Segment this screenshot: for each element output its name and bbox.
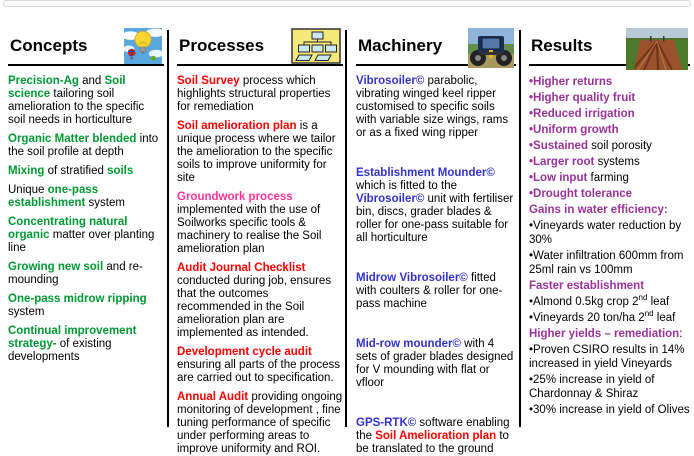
results-paragraph: •25% increase in yield of Chardonnay & Shiraz: [529, 374, 655, 400]
results-paragraph: •Water infiltration 600mm from 25ml rain vs 100mm: [529, 250, 684, 276]
results-paragraph: •Higher returns: [529, 76, 613, 88]
results-paragraph: •Larger root systems: [529, 156, 640, 168]
processes-body: [177, 66, 343, 456]
results-title: Results: [531, 36, 593, 55]
results-paragraph: •Vineyards 20 ton/ha 2nd leaf: [529, 309, 676, 324]
machinery-paragraph: GPS-RTK© software enabling the Soil Amelioration plan to be translated to the ground: [356, 417, 510, 455]
concepts-paragraph: Mixing of stratified soils: [8, 165, 134, 177]
results-paragraph: •Drought tolerance: [529, 188, 633, 200]
results-header: [529, 28, 690, 66]
results-paragraph: •Almond 0.5kg crop 2nd leaf: [529, 293, 670, 308]
vineyard-rows-icon: [626, 28, 688, 75]
processes-paragraph: Audit Journal Checklist conducted during job, ensures that the outcomes recommended in the Soil amelioration plan are implemented as intended.: [177, 262, 332, 339]
machinery-paragraph: Vibrosoiler© parabolic, vibrating winged keel ripper customised to specific soils with variable size wings, rams or as a fixed wing ripper: [356, 75, 509, 139]
results-paragraph: •Reduced irrigation: [529, 108, 635, 120]
concepts-paragraph: Organic Matter blended into the soil profile at depth: [8, 133, 159, 158]
concepts-paragraph: One-pass midrow ripping system: [8, 293, 147, 318]
processes-paragraph: Annual Audit providing ongoing monitoring of development , fine tuning performance of specific under performing areas to improve uniformity and ROI.: [177, 391, 343, 455]
results-paragraph: •Uniform growth: [529, 124, 619, 136]
processes-header: [177, 28, 343, 66]
results-paragraph: Gains in water efficiency:: [529, 204, 668, 216]
page-top-edge: [3, 0, 691, 7]
concepts-body: [8, 66, 164, 364]
processes-paragraph: Groundwork process implemented with the use of Soilworks specific tools & machinery to realise the Soil amelioration plan: [177, 191, 322, 255]
processes-paragraph: Soil amelioration plan is a unique process where we tailor the amelioration to the specific soils to improve uniformity for site: [177, 120, 336, 184]
concepts-title: Concepts: [10, 36, 88, 55]
results-paragraph: Faster establishment: [529, 280, 645, 292]
column-separator: [167, 30, 169, 427]
machinery-paragraph: Mid-row mounder© with 4 sets of grader blades designed for V mounding with flat or vfloor: [356, 338, 514, 389]
concepts-paragraph: Growing new soil and re-mounding: [8, 261, 143, 286]
machinery-paragraph: Midrow Vibrosoiler© fitted with coulters & roller for one-pass machine: [356, 272, 503, 310]
column-results: [520, 28, 694, 427]
concepts-header: [8, 28, 164, 66]
results-paragraph: •Low input farming: [529, 172, 629, 184]
results-paragraph: •Sustained soil porosity: [529, 140, 652, 152]
results-paragraph: •Vineyards water reduction by 30%: [529, 220, 682, 246]
org-chart-icon: [291, 28, 341, 69]
column-separator: [519, 30, 521, 427]
concepts-paragraph: Continual improvement strategy- of existing developments: [8, 325, 137, 363]
machinery-paragraph: Establishment Mounder© which is fitted to the Vibrosoiler© unit with fertiliser bin, discs, grader blades & roller for one-pass suitable for all horticulture: [356, 167, 514, 244]
column-processes: [168, 28, 347, 455]
machinery-title: Machinery: [358, 36, 443, 55]
column-concepts: [0, 28, 168, 427]
column-machinery: [347, 28, 520, 455]
results-paragraph: Higher yields – remediation:: [529, 328, 683, 340]
concepts-paragraph: Unique one-pass establishment system: [8, 184, 125, 209]
tractor-icon: [468, 28, 514, 73]
four-column-board: [0, 28, 694, 455]
concepts-paragraph: Concentrating natural organic matter over planting line: [8, 216, 155, 254]
processes-paragraph: Development cycle audit ensuring all parts of the process are carried out to specification.: [177, 346, 341, 384]
results-body: [529, 66, 690, 417]
machinery-body: [356, 66, 516, 456]
lightbulb-hot-air-balloon-icon: [124, 28, 162, 69]
processes-paragraph: Soil Survey process which highlights structural properties for remediation: [177, 75, 331, 113]
machinery-header: [356, 28, 516, 66]
column-separator: [345, 30, 347, 427]
processes-title: Processes: [179, 36, 265, 55]
results-paragraph: •30% increase in yield of Olives: [529, 404, 690, 416]
results-paragraph: •Higher quality fruit: [529, 92, 636, 104]
results-paragraph: •Proven CSIRO results in 14% increased in yield Vineyards: [529, 344, 685, 370]
concepts-paragraph: Precision-Ag and Soil science tailoring soil amelioration to the specific soil needs in horticulture: [8, 75, 145, 126]
